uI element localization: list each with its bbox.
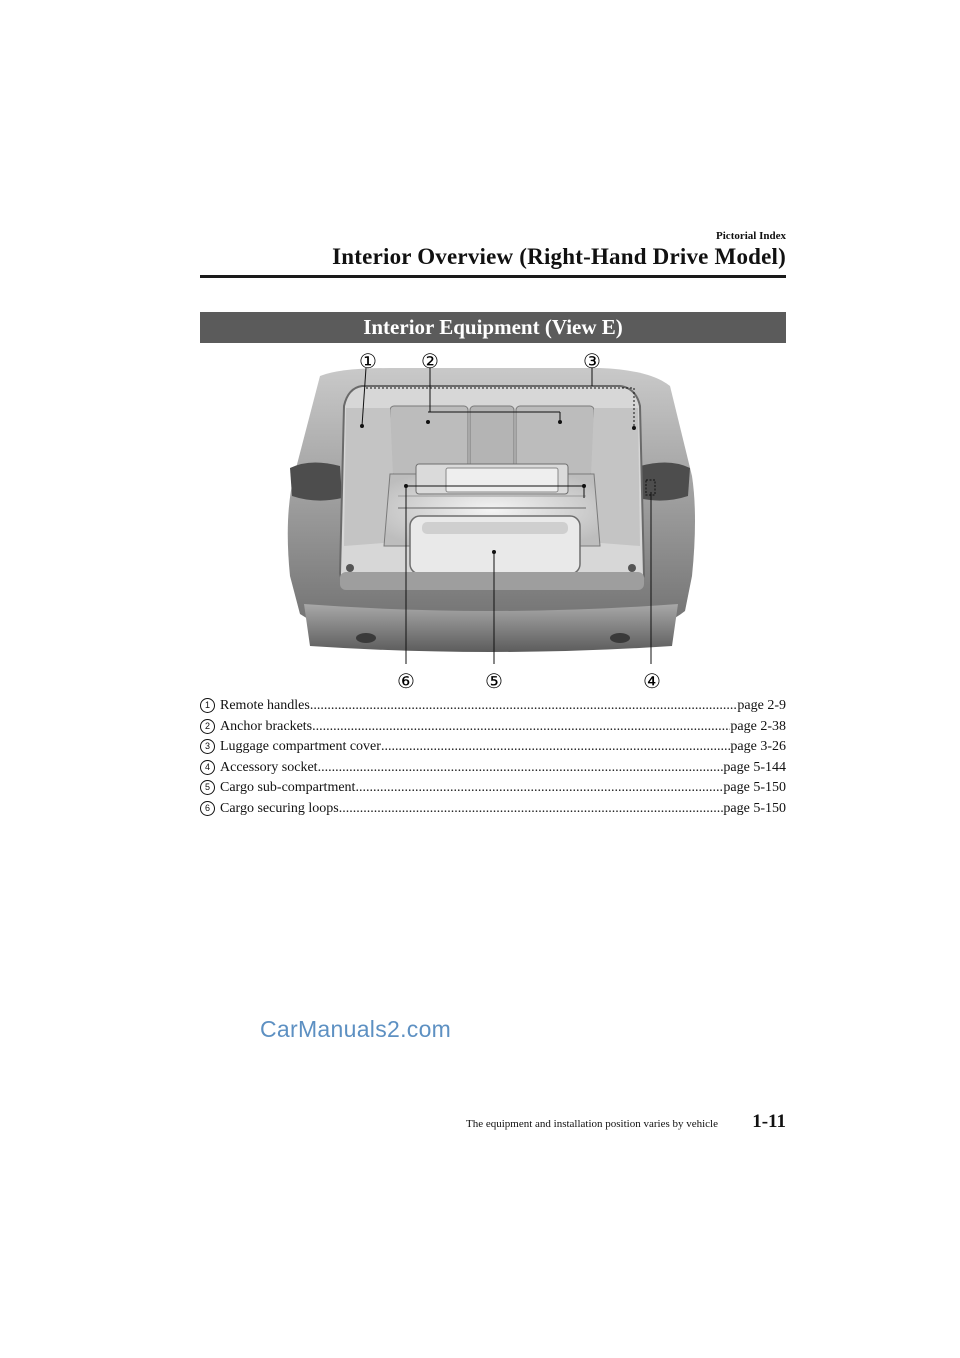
dot-leader bbox=[355, 780, 723, 796]
cargo-area-illustration bbox=[280, 346, 700, 690]
leader-6-dot-b bbox=[582, 484, 586, 488]
exhaust-left bbox=[356, 633, 376, 643]
marker-1: ① bbox=[359, 349, 377, 373]
marker-2: ② bbox=[421, 349, 439, 373]
header-rule bbox=[200, 275, 786, 278]
callout-label: Accessory socket bbox=[220, 759, 318, 775]
callout-label: Luggage compartment cover bbox=[220, 739, 381, 755]
callout-label: Remote handles bbox=[220, 698, 310, 713]
callout-number: 4 bbox=[200, 760, 215, 775]
page-reference-link[interactable]: page 2-9 bbox=[737, 698, 786, 713]
dot-leader bbox=[318, 760, 724, 776]
page-reference-link[interactable]: page 5-144 bbox=[723, 759, 786, 775]
leader-5-dot bbox=[492, 550, 496, 554]
leader-2-dot-b bbox=[558, 420, 562, 424]
tail-light-left bbox=[290, 462, 342, 500]
dot-leader bbox=[310, 698, 738, 714]
cargo-sub-compartment-lip bbox=[422, 522, 568, 534]
sensor-right bbox=[628, 564, 636, 572]
callout-number: 6 bbox=[200, 801, 215, 816]
callout-number: 5 bbox=[200, 780, 215, 795]
page-title: Interior Overview (Right-Hand Drive Model) bbox=[332, 244, 786, 269]
sensor-left bbox=[346, 564, 354, 572]
callout-item[interactable] bbox=[200, 780, 786, 801]
trunk-sill bbox=[340, 572, 644, 590]
leader-1-dot bbox=[360, 424, 364, 428]
callout-item[interactable] bbox=[200, 719, 786, 740]
floor-box-inner bbox=[446, 468, 558, 492]
leader-3-dot bbox=[632, 426, 636, 430]
callout-item[interactable] bbox=[200, 698, 786, 719]
dot-leader bbox=[339, 801, 724, 817]
exhaust-right bbox=[610, 633, 630, 643]
marker-6: ⑥ bbox=[397, 669, 415, 690]
callout-item[interactable] bbox=[200, 739, 786, 760]
section-label: Pictorial Index bbox=[716, 230, 786, 242]
callout-number: 3 bbox=[200, 739, 215, 754]
page-reference-link[interactable]: page 2-38 bbox=[730, 718, 786, 734]
dot-leader bbox=[312, 719, 730, 735]
callout-label: Cargo securing loops bbox=[220, 800, 339, 816]
page-number: 1-11 bbox=[752, 1111, 786, 1132]
callout-number: 2 bbox=[200, 719, 215, 734]
footer-note: The equipment and installation position varies by vehicle bbox=[465, 1118, 718, 1130]
callout-item[interactable] bbox=[200, 760, 786, 781]
page-reference-link[interactable]: page 5-150 bbox=[723, 800, 786, 816]
page-reference-link[interactable]: page 5-150 bbox=[723, 780, 786, 796]
dot-leader bbox=[381, 739, 730, 755]
callout-label: Anchor brackets bbox=[220, 718, 313, 734]
leader-6-dot-a bbox=[404, 484, 408, 488]
callout-number: 1 bbox=[200, 698, 215, 713]
leader-2-dot-a bbox=[426, 420, 430, 424]
rear-bumper bbox=[304, 604, 678, 652]
section-title-bar: Interior Equipment (View E) bbox=[200, 312, 786, 343]
page-reference-link[interactable]: page 3-26 bbox=[730, 739, 786, 755]
marker-5: ⑤ bbox=[485, 669, 503, 690]
callout-list bbox=[200, 698, 786, 822]
marker-3: ③ bbox=[583, 349, 601, 373]
marker-4: ④ bbox=[643, 669, 661, 690]
callout-label: Cargo sub-compartment bbox=[220, 780, 356, 796]
callout-item[interactable] bbox=[200, 801, 786, 822]
watermark-link[interactable]: CarManuals2.com bbox=[260, 1016, 452, 1042]
